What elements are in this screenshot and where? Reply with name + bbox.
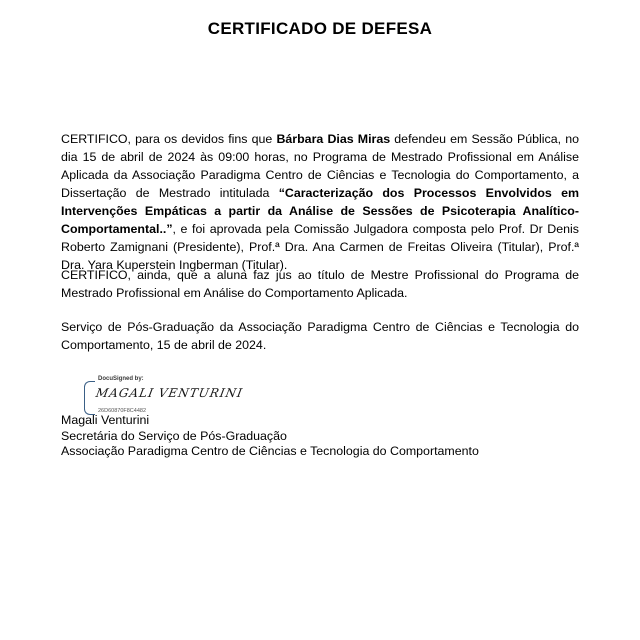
degree-paragraph: CERTIFICO, ainda, que a aluna faz jus ao título de Mestre Profissional do Programa de Mestrado Profissional em Análise do Comportamento Aplicada. (61, 268, 579, 300)
docusign-label: DocuSigned by: (98, 376, 144, 382)
signatory-block (61, 413, 479, 460)
dissertation-title: “Caracterização dos Processos Envolvidos em Intervenções Empáticas a partir da Análise de Sessões de Psicoterapia Analítico-Comportamental..” (61, 186, 579, 236)
intro-text: CERTIFICO, para os devidos fins que (61, 132, 277, 146)
signatory-institution: Associação Paradigma Centro de Ciências e Tecnologia do Comportamento (61, 444, 479, 458)
docusign-bracket (84, 381, 95, 415)
student-name: Bárbara Dias Miras (276, 132, 391, 146)
issuer-date-paragraph: Serviço de Pós-Graduação da Associação Paradigma Centro de Ciências e Tecnologia do Comportamento, 15 de abril de 2024. (61, 320, 579, 352)
certification-paragraph (61, 130, 579, 274)
defense-details: defendeu em Sessão Pública, no dia 15 de abril de 2024 às 09:00 horas, no Programa de Mestrado Profissional em Análise Aplicada da Associação Paradigma Centro de Ciências e Tecnologia do Comportamento, a Dissertação de Mestrado intitulada (61, 132, 579, 200)
docusign-hash: 26D60870F8C4482 (98, 408, 147, 414)
signatory-role: Secretária do Serviço de Pós-Graduação (61, 428, 287, 443)
document-title: CERTIFICADO DE DEFESA (207, 19, 433, 38)
signatory-name: Magali Venturini (61, 413, 150, 427)
handwritten-signature: MAGALI VENTURINI (94, 386, 245, 400)
docusign-signature-block (84, 376, 244, 416)
committee-text: , e foi aprovada pela Comissão Julgadora composta pelo Prof. Dr Denis Roberto Zamignani (Presidente), Prof.ª Dra. Ana Carmen de Freitas Oliveira (Titular), Prof.ª Dra. Yara Kuperstein Ingberman (Titular). (61, 222, 579, 272)
